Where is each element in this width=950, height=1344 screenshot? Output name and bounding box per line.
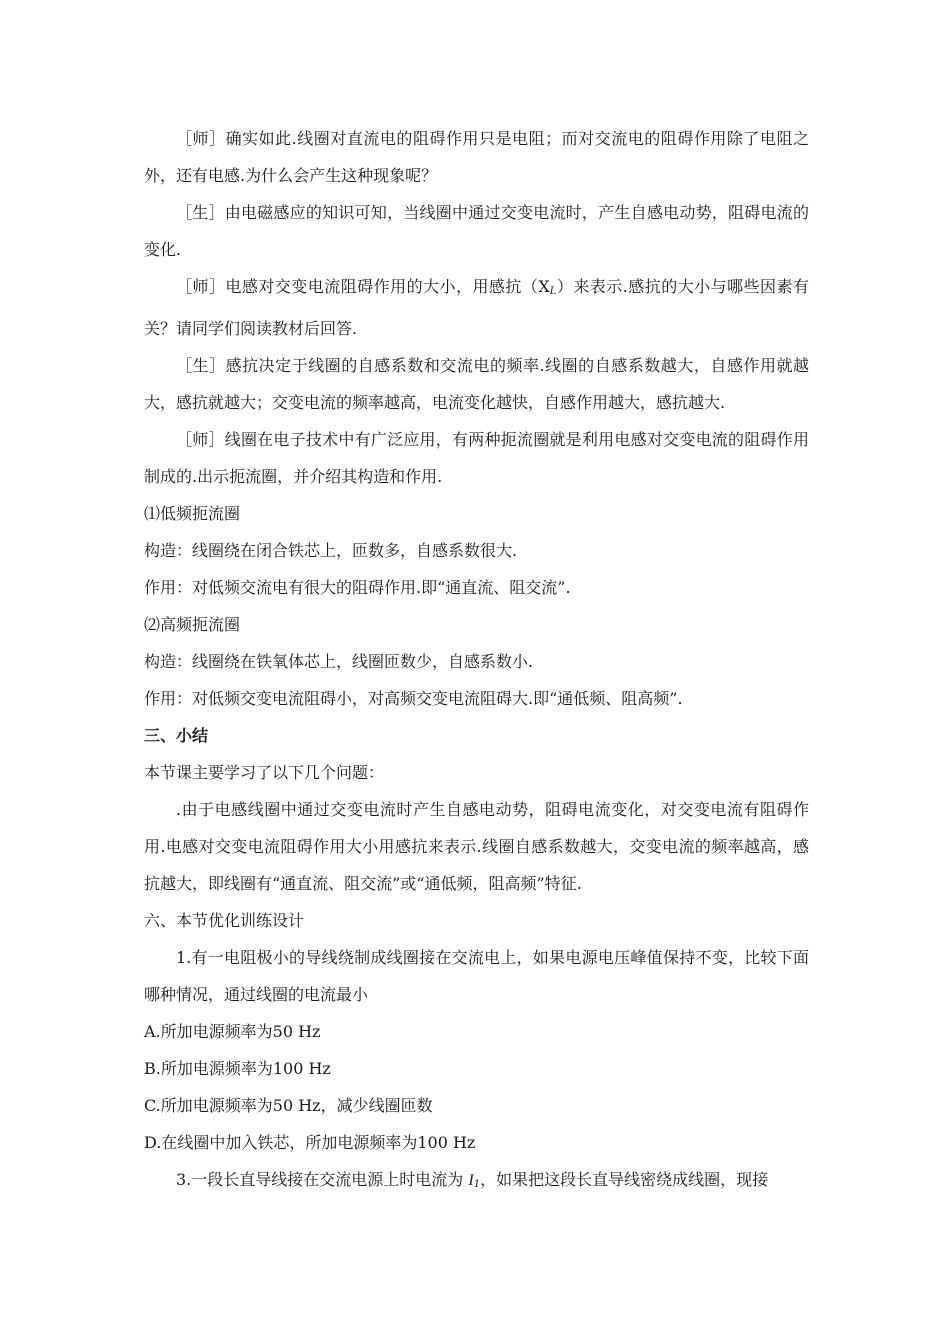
teacher-paragraph-2-post: ）来表示.感抗的大小与哪些因素有关？请同学们阅读教材后回答. (144, 277, 809, 338)
low-frequency-choke-title: ⑴低频扼流圈 (144, 504, 241, 523)
teacher-paragraph-3: ［师］线圈在电子技术中有广泛应用，有两种扼流圈就是利用电感对交变电流的阻碍作用制成的.出示扼流圈，并介绍其构造和作用. (144, 430, 809, 486)
low-frequency-choke-function: 作用：对低频交流电有很大的阻碍作用.即“通直流、阻交流”. (144, 578, 571, 597)
document-body (144, 120, 809, 1203)
low-frequency-choke-structure: 构造：线圈绕在闭合铁芯上，匝数多，自感系数很大. (144, 541, 518, 560)
teacher-paragraph-2-pre: ［师］电感对交变电流阻碍作用的大小，用感抗（X (176, 277, 550, 296)
question-3-post: ，如果把这段长直导线密绕成线圈，现接 (480, 1170, 769, 1189)
question-1-option-b: B.所加电源频率为100 Hz (144, 1059, 331, 1078)
current-symbol-subscript: 1 (473, 1179, 481, 1190)
current-symbol: I (468, 1172, 474, 1189)
question-1-option-c: C.所加电源频率为50 Hz，减少线圈匝数 (144, 1096, 433, 1115)
inductive-reactance-subscript: L (549, 286, 557, 297)
question-3-pre: 3.一段长直导线接在交流电源上时电流为 (176, 1170, 469, 1189)
training-heading: 六、本节优化训练设计 (144, 911, 305, 930)
student-paragraph-2: ［生］感抗决定于线圈的自感系数和交流电的频率.线圈的自感系数越大，自感作用就越大，感抗就越大；交变电流的频率越高，电流变化越快，自感作用越大，感抗越大. (144, 356, 809, 412)
teacher-paragraph-1: ［师］确实如此.线圈对直流电的阻碍作用只是电阻；而对交流电的阻碍作用除了电阻之外，还有电感.为什么会产生这种现象呢？ (144, 129, 809, 185)
question-1: 1.有一电阻极小的导线绕制成线圈接在交流电上，如果电源电压峰值保持不变，比较下面哪种情况，通过线圈的电流最小 (144, 948, 809, 1004)
summary-body: .由于电感线圈中通过交变电流时产生自感电动势，阻碍电流变化，对交变电流有阻碍作用.电感对交变电流阻碍作用大小用感抗来表示.线圈自感系数越大，交变电流的频率越高，感抗越大，即线圈有“通直流、阻交流”或“通低频，阻高频”特征. (144, 800, 809, 893)
student-paragraph-1: ［生］由电磁感应的知识可知，当线圈中通过交变电流时，产生自感电动势，阻碍电流的变化. (144, 203, 809, 259)
teacher-paragraph-2 (144, 268, 809, 347)
question-1-option-a: A.所加电源频率为50 Hz (144, 1022, 321, 1041)
question-3 (144, 1161, 809, 1203)
summary-heading: 三、小结 (144, 726, 209, 745)
question-1-option-d: D.在线圈中加入铁芯，所加电源频率为100 Hz (144, 1133, 476, 1152)
summary-intro: 本节课主要学习了以下几个问题： (144, 763, 385, 782)
high-frequency-choke-title: ⑵高频扼流圈 (144, 615, 241, 634)
high-frequency-choke-structure: 构造：线圈绕在铁氧体芯上，线圈匝数少，自感系数小. (144, 652, 534, 671)
high-frequency-choke-function: 作用：对低频交变电流阻碍小，对高频交变电流阻碍大.即“通低频、阻高频”. (144, 689, 683, 708)
